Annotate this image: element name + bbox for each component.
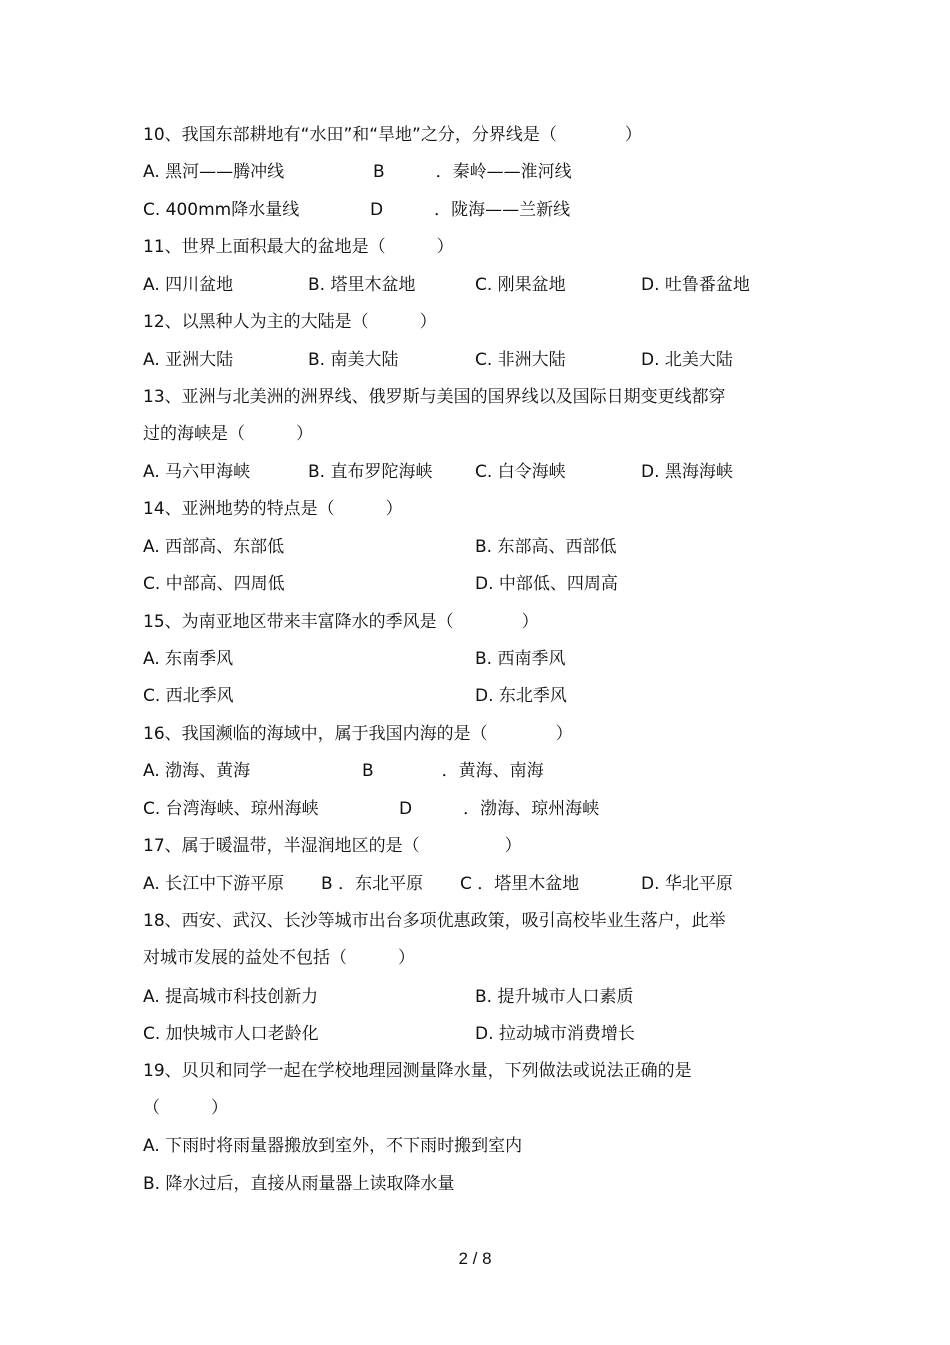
q19-text-1: 19、贝贝和同学一起在学校地理园测量降水量，下列做法或说法正确的是: [143, 1061, 692, 1081]
q16-option-d: D ．渤海、琼州海峡: [399, 799, 600, 819]
q15-options-ab: [143, 647, 800, 671]
q17-options: [143, 872, 800, 896]
q18-stem-line1: [143, 909, 800, 933]
q19-option-b-text: B. 降水过后，直接从雨量器上读取降水量: [143, 1174, 455, 1194]
q13-options: [143, 460, 800, 484]
q19-option-b: [143, 1172, 800, 1196]
q15-text: 15、为南亚地区带来丰富降水的季风是（ ）: [143, 612, 539, 632]
q10-option-c: C. 400mm降水量线: [143, 200, 300, 220]
q19-option-a: [143, 1134, 800, 1158]
q10-option-d: D ．陇海——兰新线: [370, 200, 571, 220]
q13-option-b: B. 直布罗陀海峡: [308, 462, 433, 482]
q18-option-c: C. 加快城市人口老龄化: [143, 1024, 319, 1044]
q18-option-a: A. 提高城市科技创新力: [143, 987, 319, 1007]
q12-options: [143, 348, 800, 372]
q16-options-cd: [143, 797, 800, 821]
q14-text: 14、亚洲地势的特点是（ ）: [143, 499, 403, 519]
q11-option-c: C. 刚果盆地: [475, 275, 566, 295]
q17-text: 17、属于暖温带，半湿润地区的是（ ）: [143, 836, 522, 856]
q12-stem: [143, 310, 800, 334]
q18-option-b: B. 提升城市人口素质: [475, 987, 634, 1007]
q14-option-d: D. 中部低、四周高: [475, 574, 618, 594]
q19-stem-line1: [143, 1059, 800, 1083]
q11-stem: [143, 235, 800, 259]
q10-options-ab: [143, 160, 800, 184]
q12-option-c: C. 非洲大陆: [475, 350, 566, 370]
q13-text-2: 过的海峡是（ ）: [143, 424, 313, 444]
q13-option-c: C. 白令海峡: [475, 462, 566, 482]
q17-option-a: A. 长江中下游平原: [143, 874, 285, 894]
q17-stem: [143, 834, 800, 858]
q10-option-b: B ．秦岭——淮河线: [373, 162, 572, 182]
q14-options-cd: [143, 572, 800, 596]
q17-option-c: C ．塔里木盆地: [460, 874, 580, 894]
q18-options-ab: [143, 985, 800, 1009]
q13-option-a: A. 马六甲海峡: [143, 462, 251, 482]
q18-options-cd: [143, 1022, 800, 1046]
q15-stem: [143, 610, 800, 634]
q15-option-c: C. 西北季风: [143, 686, 234, 706]
q15-option-a: A. 东南季风: [143, 649, 234, 669]
q12-option-b: B. 南美大陆: [308, 350, 399, 370]
q17-option-d: D. 华北平原: [641, 874, 733, 894]
q16-text: 16、我国濒临的海域中，属于我国内海的是（ ）: [143, 724, 573, 744]
q16-option-b: B ．黄海、南海: [362, 761, 544, 781]
q13-stem-line1: [143, 385, 800, 409]
q10-stem: [143, 123, 800, 147]
q17-option-b: B ．东北平原: [321, 874, 424, 894]
q12-option-a: A. 亚洲大陆: [143, 350, 234, 370]
q15-option-d: D. 东北季风: [475, 686, 567, 706]
q11-option-b: B. 塔里木盆地: [308, 275, 416, 295]
q15-option-b: B. 西南季风: [475, 649, 566, 669]
q16-option-c: C. 台湾海峡、琼州海峡: [143, 799, 319, 819]
q10-text: 10、我国东部耕地有“水田”和“旱地”之分，分界线是（ ）: [143, 125, 642, 145]
q18-option-d: D. 拉动城市消费增长: [475, 1024, 635, 1044]
q15-options-cd: [143, 684, 800, 708]
q12-option-d: D. 北美大陆: [641, 350, 733, 370]
q16-stem: [143, 722, 800, 746]
q11-option-d: D. 吐鲁番盆地: [641, 275, 750, 295]
q10-options-cd: [143, 198, 800, 222]
q11-options: [143, 273, 800, 297]
q14-option-c: C. 中部高、四周低: [143, 574, 285, 594]
q11-option-a: A. 四川盆地: [143, 275, 234, 295]
q14-options-ab: [143, 535, 800, 559]
q14-option-b: B. 东部高、西部低: [475, 537, 617, 557]
q14-stem: [143, 497, 800, 521]
q13-option-d: D. 黑海海峡: [641, 462, 733, 482]
q19-option-a-text: A. 下雨时将雨量器搬放到室外，不下雨时搬到室内: [143, 1136, 523, 1156]
q16-option-a: A. 渤海、黄海: [143, 761, 251, 781]
q18-stem-line2: [143, 946, 800, 970]
q11-text: 11、世界上面积最大的盆地是（ ）: [143, 237, 454, 257]
q19-text-2: （ ）: [143, 1098, 228, 1118]
q14-option-a: A. 西部高、东部低: [143, 537, 285, 557]
q16-options-ab: [143, 759, 800, 783]
q12-text: 12、以黑种人为主的大陆是（ ）: [143, 312, 437, 332]
q10-option-a: A. 黑河——腾冲线: [143, 162, 285, 182]
q13-text-1: 13、亚洲与北美洲的洲界线、俄罗斯与美国的国界线以及国际日期变更线都穿: [143, 387, 726, 407]
q18-text-1: 18、西安、武汉、长沙等城市出台多项优惠政策，吸引高校毕业生落户，此举: [143, 911, 726, 931]
page-number: 2 / 8: [458, 1249, 492, 1268]
q13-stem-line2: [143, 422, 800, 446]
q19-stem-line2: [143, 1096, 800, 1120]
q18-text-2: 对城市发展的益处不包括（ ）: [143, 948, 415, 968]
